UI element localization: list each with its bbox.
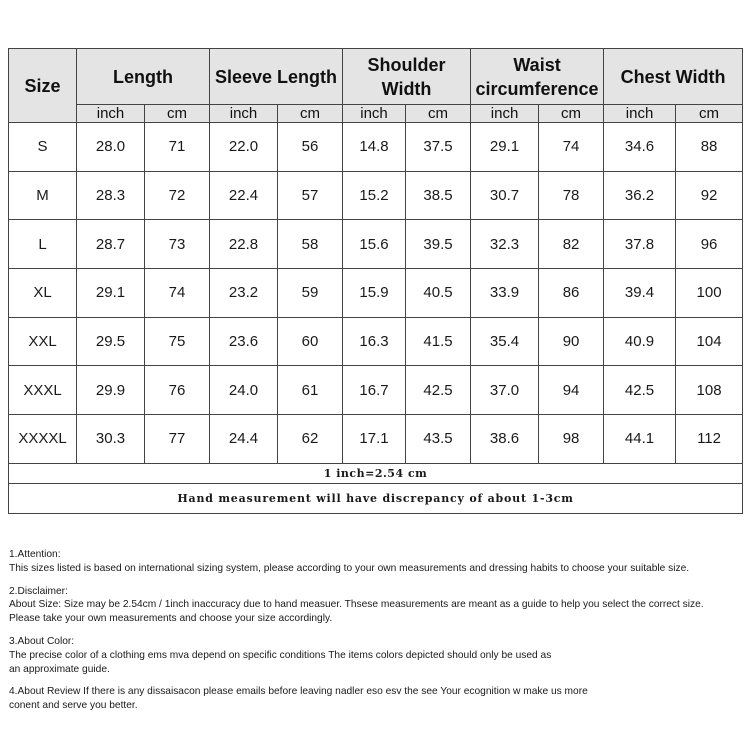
shoulder-cm-cell: 40.5 xyxy=(406,269,471,318)
unit-cm-header: cm xyxy=(278,105,343,123)
unit-inch-header: inch xyxy=(343,105,406,123)
sleeve-cm-cell: 61 xyxy=(278,366,343,415)
note-heading: 2.Disclaimer: xyxy=(9,585,68,597)
chest-cm-cell: 92 xyxy=(676,171,743,220)
waist-cm-cell: 94 xyxy=(539,366,604,415)
length-inch-cell: 30.3 xyxy=(77,415,145,464)
shoulder-inch-cell: 14.8 xyxy=(343,123,406,172)
note-block xyxy=(9,635,745,676)
size-cell: M xyxy=(9,171,77,220)
chest-width-header: Chest Width xyxy=(604,49,743,105)
shoulder-cm-cell: 37.5 xyxy=(406,123,471,172)
shoulder-cm-cell: 41.5 xyxy=(406,317,471,366)
waist-cm-cell: 74 xyxy=(539,123,604,172)
size-cell: XXXXL xyxy=(9,415,77,464)
chest-inch-cell: 44.1 xyxy=(604,415,676,464)
sleeve-length-header: Sleeve Length xyxy=(210,49,343,105)
unit-inch-header: inch xyxy=(210,105,278,123)
length-inch-cell: 29.9 xyxy=(77,366,145,415)
waist-inch-cell: 33.9 xyxy=(471,269,539,318)
note-block xyxy=(9,685,745,713)
table-row xyxy=(9,269,743,318)
unit-inch-header: inch xyxy=(471,105,539,123)
size-cell: L xyxy=(9,220,77,269)
header-row xyxy=(9,49,743,105)
table-row xyxy=(9,123,743,172)
conversion-row xyxy=(9,463,743,483)
length-inch-cell: 28.0 xyxy=(77,123,145,172)
length-inch-cell: 29.5 xyxy=(77,317,145,366)
chest-inch-cell: 37.8 xyxy=(604,220,676,269)
measurement-note-row xyxy=(9,483,743,513)
sleeve-cm-cell: 56 xyxy=(278,123,343,172)
chest-cm-cell: 104 xyxy=(676,317,743,366)
shoulder-cm-cell: 42.5 xyxy=(406,366,471,415)
length-cm-cell: 75 xyxy=(145,317,210,366)
chest-cm-cell: 112 xyxy=(676,415,743,464)
sleeve-inch-cell: 23.2 xyxy=(210,269,278,318)
shoulder-cm-cell: 38.5 xyxy=(406,171,471,220)
waist-inch-cell: 35.4 xyxy=(471,317,539,366)
shoulder-inch-cell: 15.9 xyxy=(343,269,406,318)
size-cell: XL xyxy=(9,269,77,318)
measurement-note: Hand measurement will have discrepancy of about 1-3cm xyxy=(9,483,743,513)
length-cm-cell: 74 xyxy=(145,269,210,318)
waist-inch-cell: 38.6 xyxy=(471,415,539,464)
waist-inch-cell: 32.3 xyxy=(471,220,539,269)
unit-inch-header: inch xyxy=(604,105,676,123)
unit-cm-header: cm xyxy=(676,105,743,123)
unit-cm-header: cm xyxy=(145,105,210,123)
shoulder-cm-cell: 43.5 xyxy=(406,415,471,464)
sleeve-inch-cell: 22.4 xyxy=(210,171,278,220)
chest-inch-cell: 40.9 xyxy=(604,317,676,366)
sleeve-cm-cell: 62 xyxy=(278,415,343,464)
waist-cm-cell: 90 xyxy=(539,317,604,366)
size-chart-table xyxy=(8,48,743,514)
length-inch-cell: 28.3 xyxy=(77,171,145,220)
chest-inch-cell: 42.5 xyxy=(604,366,676,415)
unit-cm-header: cm xyxy=(539,105,604,123)
unit-header-row xyxy=(9,105,743,123)
length-inch-cell: 28.7 xyxy=(77,220,145,269)
table-row xyxy=(9,171,743,220)
sleeve-cm-cell: 57 xyxy=(278,171,343,220)
table-row xyxy=(9,366,743,415)
notes-section xyxy=(9,548,745,722)
length-cm-cell: 72 xyxy=(145,171,210,220)
unit-cm-header: cm xyxy=(406,105,471,123)
size-cell: XXXL xyxy=(9,366,77,415)
shoulder-cm-cell: 39.5 xyxy=(406,220,471,269)
length-header: Length xyxy=(77,49,210,105)
table-row xyxy=(9,415,743,464)
note-text: This sizes listed is based on international sizing system, please according to your own measurements and dressing habits to choose your suitable size. xyxy=(9,562,690,574)
sleeve-cm-cell: 59 xyxy=(278,269,343,318)
note-heading: 3.About Color: xyxy=(9,635,75,647)
waist-inch-cell: 37.0 xyxy=(471,366,539,415)
chest-cm-cell: 96 xyxy=(676,220,743,269)
note-text: The precise color of a clothing ems mva depend on specific conditions The items colors depicted should only be used as xyxy=(9,649,552,661)
table-row xyxy=(9,317,743,366)
chest-inch-cell: 39.4 xyxy=(604,269,676,318)
length-cm-cell: 71 xyxy=(145,123,210,172)
conversion-note: 1 inch=2.54 cm xyxy=(9,463,743,483)
chest-inch-cell: 34.6 xyxy=(604,123,676,172)
shoulder-inch-cell: 16.7 xyxy=(343,366,406,415)
length-cm-cell: 77 xyxy=(145,415,210,464)
note-text: conent and serve you better. xyxy=(9,700,138,712)
size-cell: XXL xyxy=(9,317,77,366)
note-block xyxy=(9,548,745,576)
chest-cm-cell: 88 xyxy=(676,123,743,172)
sleeve-inch-cell: 23.6 xyxy=(210,317,278,366)
note-heading: 4.About Review If there is any dissaisacon please emails before leaving nadler eso esv the see Your ecognition w make us more xyxy=(9,686,588,698)
chest-cm-cell: 100 xyxy=(676,269,743,318)
chest-inch-cell: 36.2 xyxy=(604,171,676,220)
note-block xyxy=(9,585,745,626)
length-cm-cell: 73 xyxy=(145,220,210,269)
size-header: Size xyxy=(9,49,77,123)
shoulder-inch-cell: 16.3 xyxy=(343,317,406,366)
sleeve-inch-cell: 24.4 xyxy=(210,415,278,464)
waist-cm-cell: 78 xyxy=(539,171,604,220)
sleeve-cm-cell: 58 xyxy=(278,220,343,269)
note-text: an approximate guide. xyxy=(9,663,110,675)
note-text: Please take your own measurements and choose your size accordingly. xyxy=(9,613,333,625)
sleeve-cm-cell: 60 xyxy=(278,317,343,366)
shoulder-inch-cell: 17.1 xyxy=(343,415,406,464)
size-cell: S xyxy=(9,123,77,172)
length-inch-cell: 29.1 xyxy=(77,269,145,318)
sleeve-inch-cell: 22.0 xyxy=(210,123,278,172)
sleeve-inch-cell: 22.8 xyxy=(210,220,278,269)
shoulder-inch-cell: 15.6 xyxy=(343,220,406,269)
unit-inch-header: inch xyxy=(77,105,145,123)
length-cm-cell: 76 xyxy=(145,366,210,415)
chest-cm-cell: 108 xyxy=(676,366,743,415)
sleeve-inch-cell: 24.0 xyxy=(210,366,278,415)
waist-cm-cell: 82 xyxy=(539,220,604,269)
waist-cm-cell: 86 xyxy=(539,269,604,318)
shoulder-width-header: Shoulder Width xyxy=(343,49,471,105)
waist-inch-cell: 29.1 xyxy=(471,123,539,172)
waist-cm-cell: 98 xyxy=(539,415,604,464)
waist-circumference-header: Waist circumference xyxy=(471,49,604,105)
table-row xyxy=(9,220,743,269)
shoulder-inch-cell: 15.2 xyxy=(343,171,406,220)
note-text: About Size: Size may be 2.54cm / 1inch inaccuracy due to hand measuer. Thsese measurements are meant as a guide to help you select the correct size. xyxy=(9,599,704,611)
note-heading: 1.Attention: xyxy=(9,549,61,560)
waist-inch-cell: 30.7 xyxy=(471,171,539,220)
